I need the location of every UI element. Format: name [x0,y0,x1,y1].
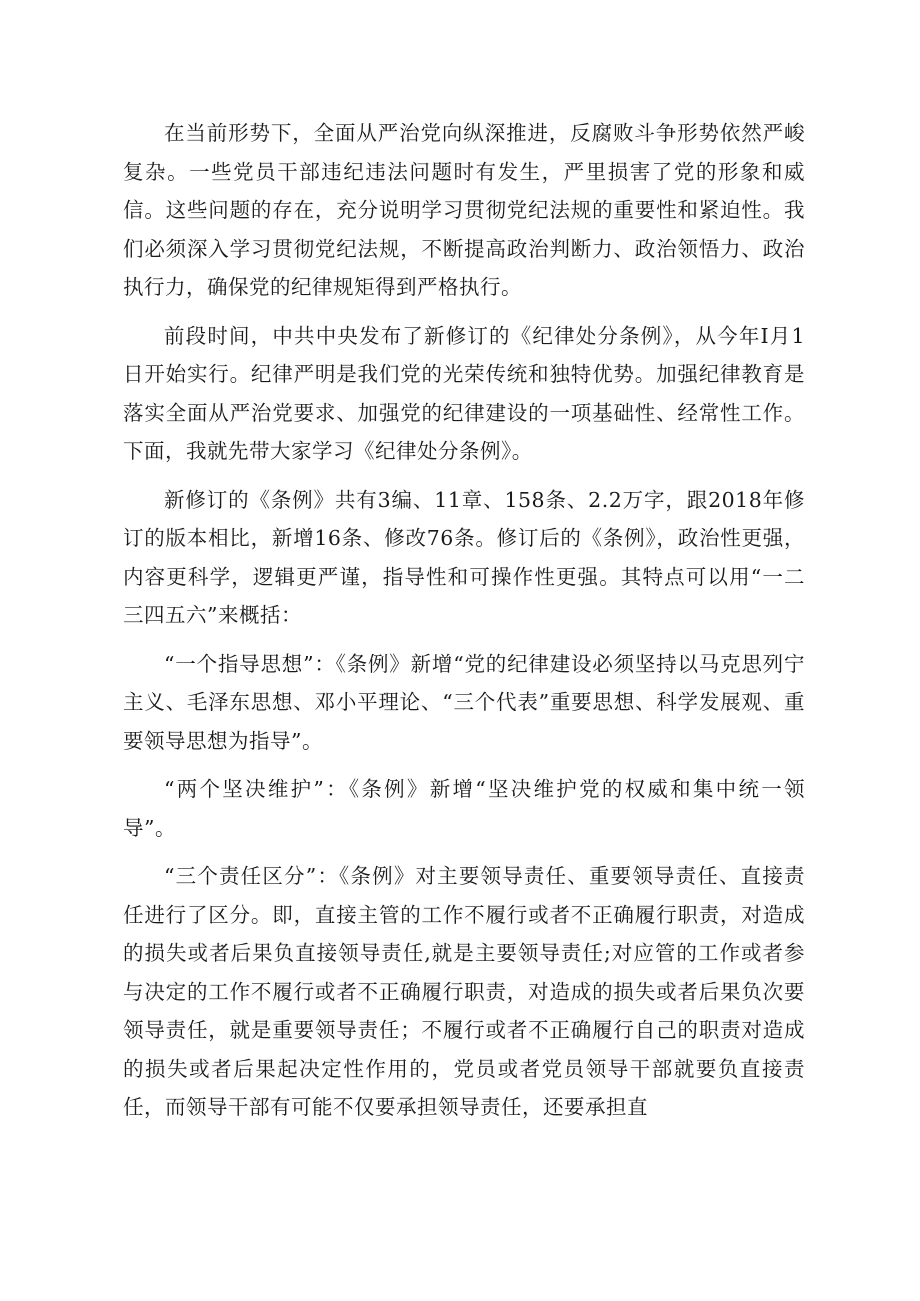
paragraph-regulation-overview: 新修订的《条例》共有3编、11章、158条、2.2万字，跟2018年修订的版本相比，新增16条、修改76条。修订后的《条例》，政治性更强，内容更科学，逻辑更严谨，指导性和可操作性更强。其特点可以用“一二三四五六”来概括： [123,487,805,627]
paragraph-guiding-thought: “一个指导思想”：《条例》新增“党的纪律建设必须坚持以马克思列宁主义、毛泽东思想、邓小平理论、“三个代表”重要思想、科学发展观、重要领导思想为指导”。 [123,651,805,753]
paragraph-situation: 在当前形势下，全面从严治党向纵深推进，反腐败斗争形势依然严峻复杂。一些党员干部违纪违法问题时有发生，严里损害了党的形象和威信。这些问题的存在，充分说明学习贯彻党纪法规的重要性和紧迫性。我们必须深入学习贯彻党纪法规，不断提高政治判断力、政治领悟力、政治执行力，确保党的纪律规矩得到严格执行。 [123,121,805,299]
document-body [123,114,805,1137]
paragraph-three-responsibilities: “三个责任区分”：《条例》对主要领导责任、重要领导责任、直接责任进行了区分。即，直接主管的工作不履行或者不正确履行职责，对造成的损失或者后果负直接领导责任,就是主要领导责任;对应管的工作或者参与决定的工作不履行或者不正确履行职责，对造成的损失或者后果负次要领导责任，就是重要领导责任；不履行或者不正确履行自己的职责对造成的损失或者后果起决定性作用的，党员或者党员领导干部就要负直接责任，而领导干部有可能不仅要承担领导责任，还要承担直 [123,864,805,1119]
paragraph-regulation-release: 前段时间，中共中央发布了新修订的《纪律处分条例》，从今年I月1日开始实行。纪律严明是我们党的光荣传统和独特优势。加强纪律教育是落实全面从严治党要求、加强党的纪律建设的一项基础性、经常性工作。下面，我就先带大家学习《纪律处分条例》。 [123,323,805,463]
paragraph-two-safeguards: “两个坚决维护”：《条例》新增“坚决维护党的权威和集中统一领导”。 [123,777,805,840]
